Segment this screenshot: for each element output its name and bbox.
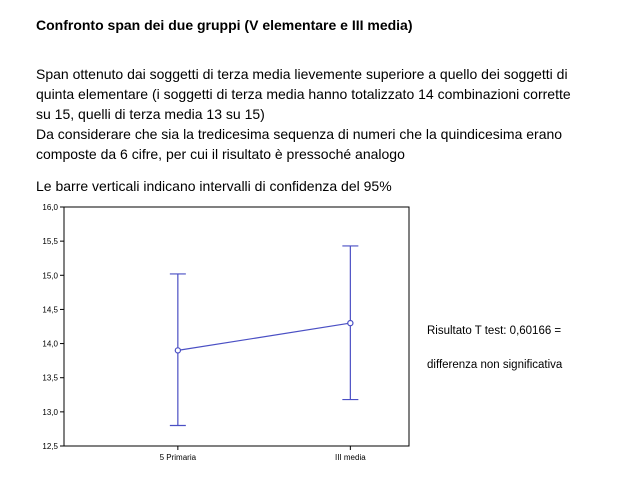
- y-tick-label: 14,0: [42, 339, 58, 349]
- body-line: composte da 6 cifre, per cui il risultato è pressoché analogo: [36, 146, 405, 162]
- body-line: su 15, quelli di terza media 13 su 15): [36, 106, 265, 122]
- t-test-conclusion: differenza non significativa: [427, 359, 563, 371]
- body-text: [36, 64, 616, 164]
- mean-point: [348, 320, 353, 325]
- y-tick-label: 13,0: [42, 407, 58, 417]
- t-test-result: [427, 314, 562, 382]
- plot-area: [64, 207, 409, 446]
- body-line: quinta elementare (i soggetti di terza media hanno totalizzato 14 combinazioni corrette: [36, 86, 571, 102]
- body-line: Da considerare che sia la tredicesima sequenza di numeri che la quindicesima erano: [36, 126, 563, 142]
- chart-container: [33, 200, 413, 467]
- y-tick-label: 12,5: [42, 442, 58, 451]
- x-tick-label: 5 Primaria: [159, 453, 197, 462]
- y-tick-label: 16,0: [42, 203, 58, 212]
- t-test-value: Risultato T test: 0,60166 =: [427, 325, 562, 337]
- mean-point: [175, 348, 180, 353]
- confidence-note: Le barre verticali indicano intervalli di confidenza del 95%: [36, 178, 392, 194]
- y-tick-label: 15,5: [42, 237, 58, 247]
- y-tick-label: 14,5: [42, 305, 58, 315]
- x-tick-label: III media: [335, 453, 366, 462]
- y-tick-label: 13,5: [42, 373, 58, 383]
- body-line: Span ottenuto dai soggetti di terza media lievemente superiore a quello dei soggetti di: [36, 66, 568, 82]
- means-chart: [33, 200, 413, 462]
- slide-title: Confronto span dei due gruppi (V elementare e III media): [36, 17, 413, 33]
- y-tick-label: 15,0: [42, 271, 58, 281]
